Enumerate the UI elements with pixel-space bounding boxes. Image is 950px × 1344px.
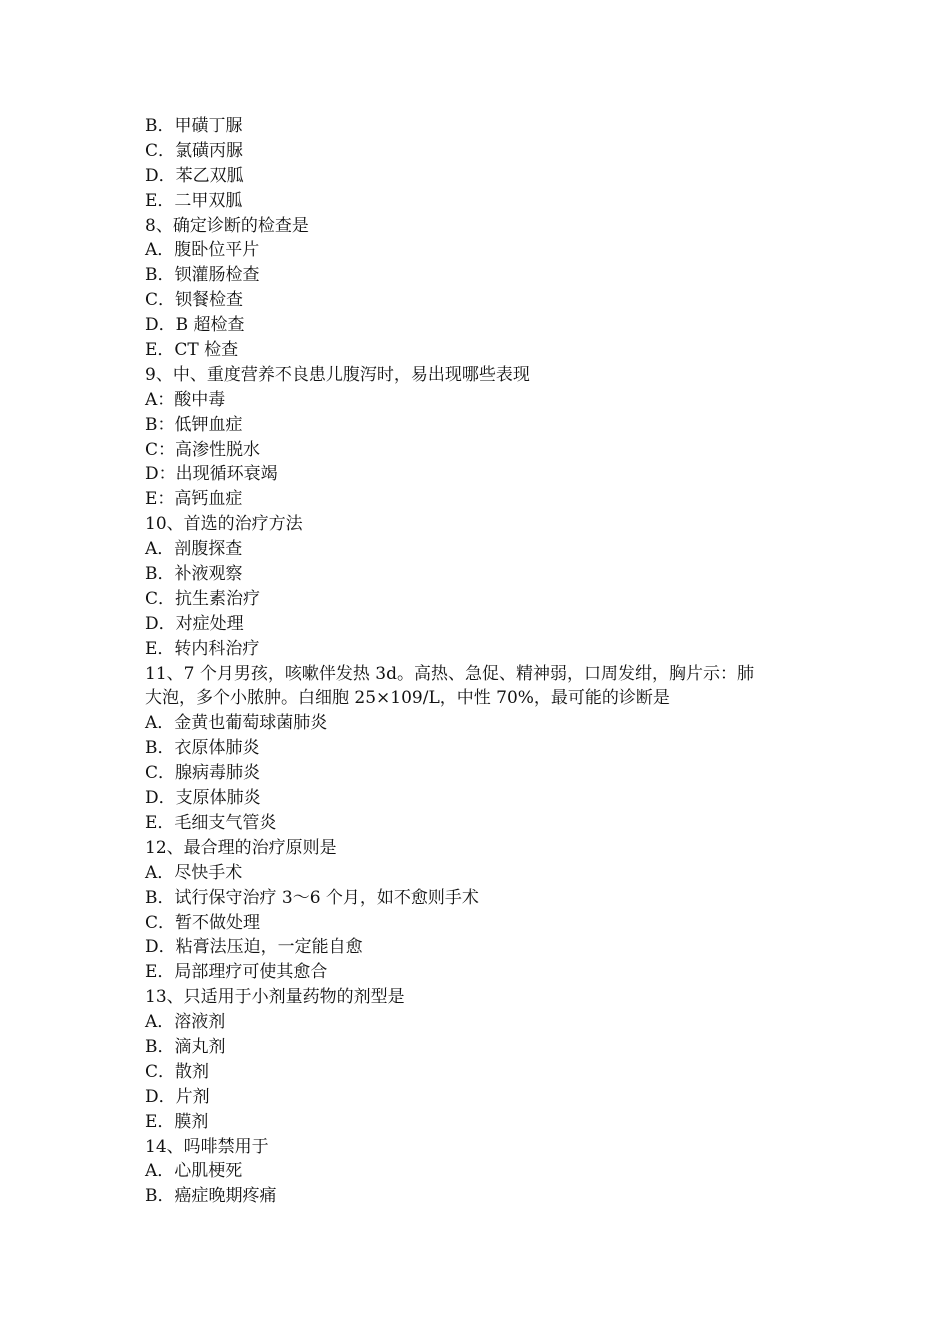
option-line: C：高渗性脱水 xyxy=(145,439,261,460)
option-line: A．腹卧位平片 xyxy=(145,240,260,261)
option-line: B．滴丸剂 xyxy=(145,1036,226,1057)
option-line: D．对症处理 xyxy=(145,613,244,634)
option-line: E．膜剂 xyxy=(145,1111,209,1132)
option-line: E．毛细支气管炎 xyxy=(145,812,277,833)
option-line: B．癌症晚期疼痛 xyxy=(145,1186,277,1207)
option-line: B．甲磺丁脲 xyxy=(145,116,243,136)
option-line: B．补液观察 xyxy=(145,564,243,585)
option-line: E．转内科治疗 xyxy=(145,638,260,659)
option-line: A：酸中毒 xyxy=(145,389,226,410)
question-line: 12、最合理的治疗原则是 xyxy=(145,837,337,858)
option-line: D．支原体肺炎 xyxy=(145,788,261,809)
option-line: A．溶液剂 xyxy=(145,1012,226,1033)
option-line: B．衣原体肺炎 xyxy=(145,738,260,759)
question-line: 11、7 个月男孩，咳嗽伴发热 3d。高热、急促、精神弱，口周发绀，胸片示：肺 xyxy=(145,663,754,684)
option-line: C．腺病毒肺炎 xyxy=(145,763,261,784)
option-line: C．钡餐检查 xyxy=(145,290,244,311)
question-line: 8、确定诊断的检查是 xyxy=(145,215,309,236)
question-line: 13、只适用于小剂量药物的剂型是 xyxy=(145,987,405,1008)
option-line: C．暂不做处理 xyxy=(145,912,261,933)
question-line: 14、吗啡禁用于 xyxy=(145,1136,269,1157)
option-line: C．抗生素治疗 xyxy=(145,588,261,609)
option-line: D：出现循环衰竭 xyxy=(145,464,278,485)
option-line: C．散剂 xyxy=(145,1061,210,1082)
option-line: B：低钾血症 xyxy=(145,414,243,435)
question-line: 10、首选的治疗方法 xyxy=(145,514,303,535)
option-line: E．局部理疗可使其愈合 xyxy=(145,962,328,983)
option-line: A．剖腹探查 xyxy=(145,539,243,560)
option-line: A．金黄也葡萄球菌肺炎 xyxy=(145,713,328,734)
option-line: B．试行保守治疗 3～6 个月，如不愈则手术 xyxy=(145,887,479,908)
option-line: D．B 超检查 xyxy=(145,315,245,336)
option-line: C．氯磺丙脲 xyxy=(145,140,244,161)
option-line: E．CT 检查 xyxy=(145,340,239,361)
option-line: B．钡灌肠检查 xyxy=(145,265,260,286)
option-line: E：高钙血症 xyxy=(145,489,243,510)
question-line: 9、中、重度营养不良患儿腹泻时，易出现哪些表现 xyxy=(145,364,530,385)
option-line: D．粘膏法压迫，一定能自愈 xyxy=(145,937,363,958)
exam-text-block xyxy=(145,114,815,1209)
option-line: D．片剂 xyxy=(145,1086,210,1107)
question-line-continued: 大泡，多个小脓肿。白细胞 25×109/L，中性 70%，最可能的诊断是 xyxy=(145,688,670,709)
option-line: A．尽快手术 xyxy=(145,862,243,883)
option-line: E．二甲双胍 xyxy=(145,190,243,211)
option-line: D．苯乙双胍 xyxy=(145,165,244,186)
option-line: A．心肌梗死 xyxy=(145,1161,243,1182)
